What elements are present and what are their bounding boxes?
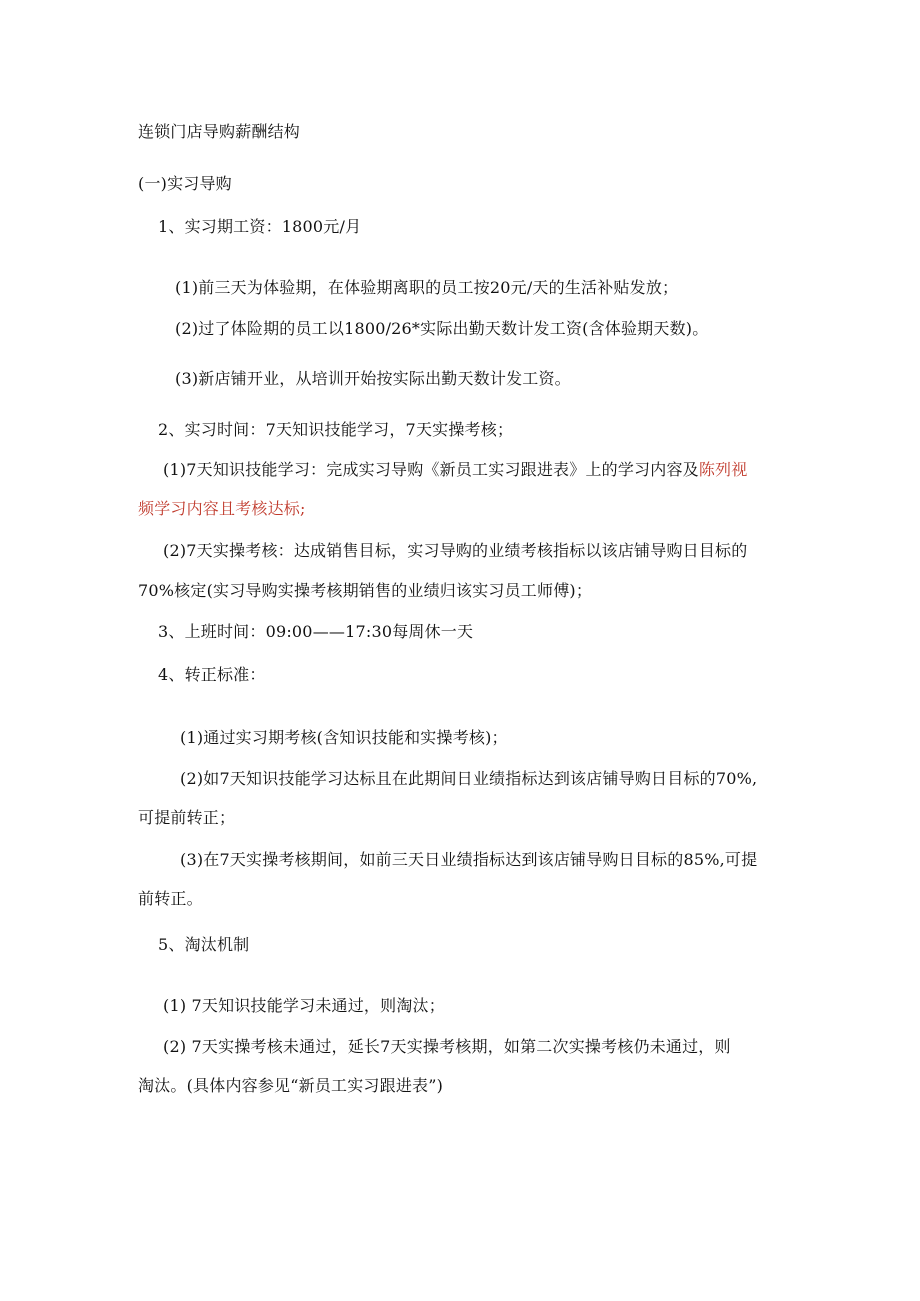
- document-title: 连锁门店导购薪酬结构: [138, 122, 301, 141]
- item2-sub1-text: (1)7天知识技能学习：完成实习导购《新员工实习跟进表》上的学习内容及: [163, 460, 699, 479]
- item4-sub2-line1: (2)如7天知识技能学习达标且在此期间日业绩指标达到该店铺导购日目标的70%,: [180, 769, 758, 788]
- item2-sub1-highlight: 陈列视: [698, 460, 748, 479]
- item2-sub2-line1: (2)7天实操考核：达成销售目标，实习导购的业绩考核指标以该店铺导购日目标的: [163, 541, 748, 560]
- item4-sub3-line1: (3)在7天实操考核期间，如前三天日业绩指标达到该店铺导购日目标的85%,可提: [180, 850, 758, 869]
- item4-sub3-line2: 前转正。: [138, 889, 203, 908]
- item4-sub2-line2: 可提前转正；: [138, 808, 236, 827]
- item1-sub3: (3)新店铺开业，从培训开始按实际出勤天数计发工资。: [175, 369, 571, 388]
- item1-heading: 1、实习期工资：1800元/月: [158, 217, 362, 236]
- item5-sub2-line1: (2) 7天实操考核未通过，延长7天实操考核期，如第二次实操考核仍未通过，则: [163, 1037, 731, 1056]
- item1-sub2: (2)过了体险期的员工以1800/26*实际出勤天数计发工资(含体验期天数)。: [175, 319, 709, 338]
- item5-sub2-line2: 淘汰。(具体内容参见“新员工实习跟进表”): [138, 1076, 444, 1095]
- item4-heading: 4、转正标准：: [158, 665, 266, 684]
- item4-sub1: (1)通过实习期考核(含知识技能和实操考核)；: [180, 728, 508, 747]
- item5-sub1: (1) 7天知识技能学习未通过，则淘汰；: [163, 996, 445, 1015]
- item2-sub1-line2-highlight: 频学习内容且考核达标;: [138, 499, 306, 518]
- section-heading-intern: (一)实习导购: [138, 174, 232, 193]
- item2-sub1-line1: [163, 459, 747, 481]
- item3-heading: 3、上班时间：09:00——17:30每周休一天: [158, 622, 474, 641]
- item2-sub2-line2: 70%核定(实习导购实操考核期销售的业绩归该实习员工师傅)；: [138, 581, 593, 600]
- item1-sub1: (1)前三天为体验期，在体验期离职的员工按20元/天的生活补贴发放；: [175, 278, 679, 297]
- item5-heading: 5、淘汰机制: [158, 935, 250, 954]
- item2-heading: 2、实习时间：7天知识技能学习，7天实操考核；: [158, 420, 514, 439]
